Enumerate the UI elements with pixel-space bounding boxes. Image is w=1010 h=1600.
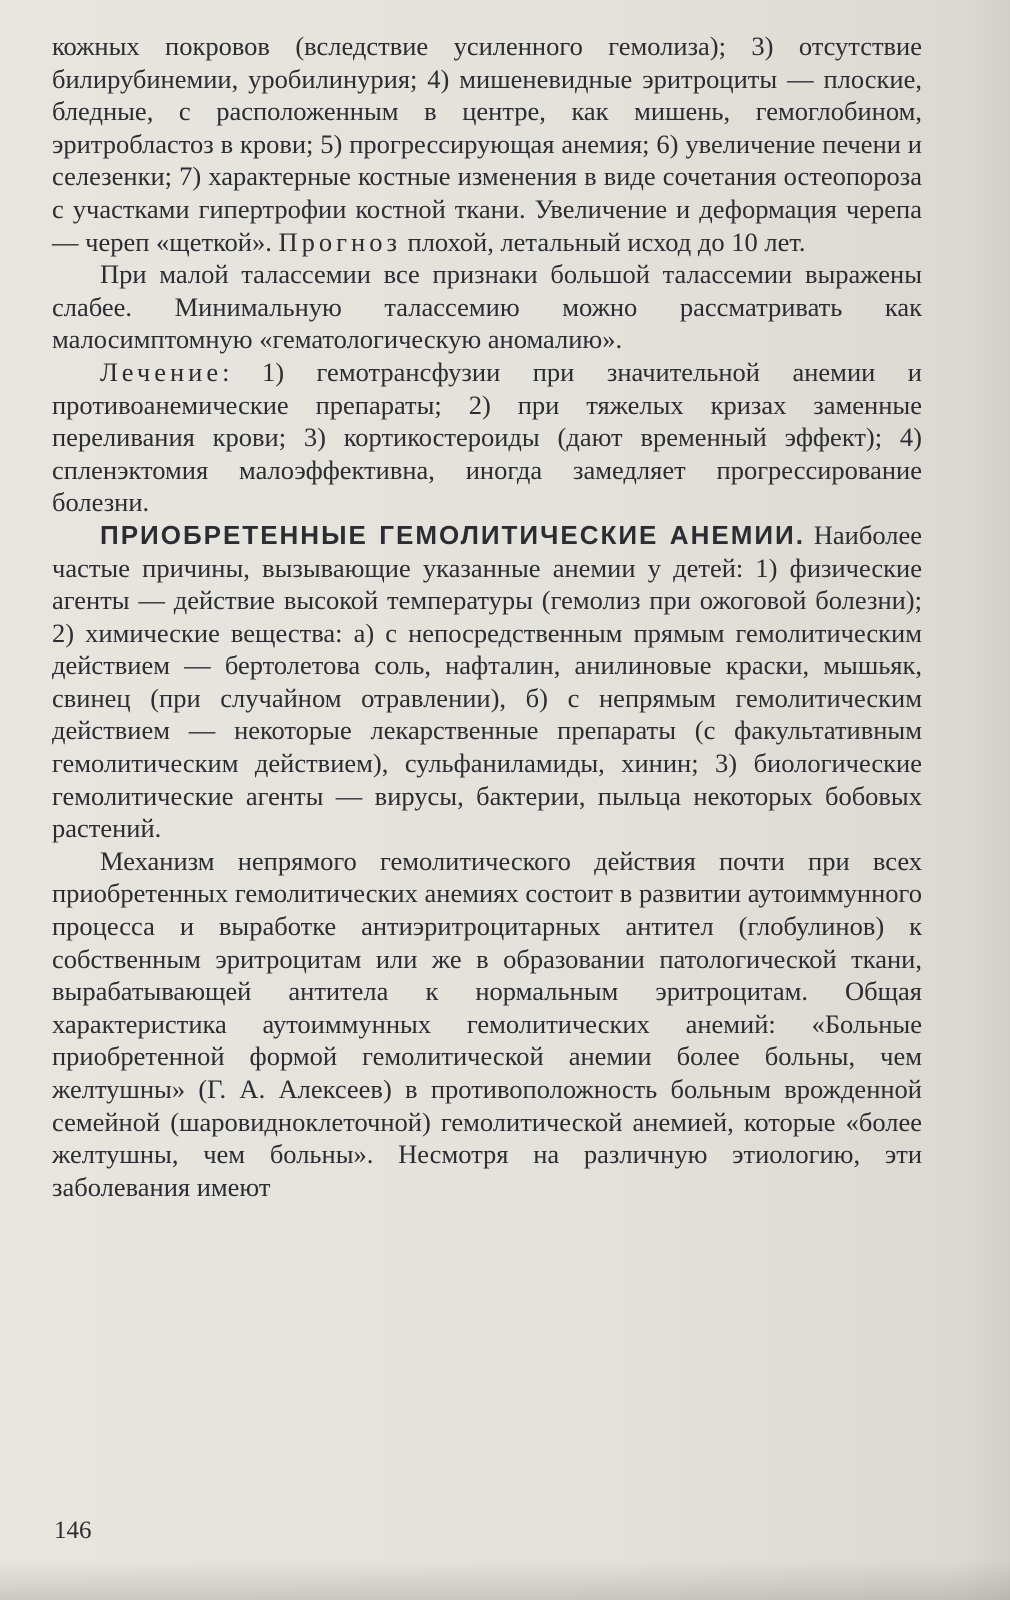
text-run: Наиболее частые причины, вызывающие указанные анемии у детей: 1) физические агенты — действие высокой температуры (гемолиз при ожоговой болезни); 2) химические вещества: а) с непосредственным прямым гемолитическим действием — бертолетова соль, нафталин, анилиновые краски, мышьяк, свинец (при случайном отравлении), б) с непрямым гемолитическим действием — некоторые лекарственные препараты (с факультативным гемолитическим действием), сульфаниламиды, хинин; 3) биологические гемолитические агенты — вирусы, бактерии, пыльца некоторых бобовых растений. xyxy=(52,519,922,844)
text-run: При малой талассемии все признаки большой талассемии выражены слабее. Минимальную талассемию можно рассматривать как малосимптомную «гематологическую аномалию». xyxy=(52,259,922,355)
text-run: Механизм непрямого гемолитического действия почти при всех приобретенных гемолитических анемиях состоит в развитии аутоиммунного процесса и выработке антиэритроцитарных антител (глобулинов) к собственным эритроцитам или же в образовании патологической ткани, вырабатывающей антитела к нормальным эритроцитам. Общая характеристика аутоиммунных гемолитических анемий: «Больные приобретенной формой гемолитической анемии более больны, чем желтушны» (Г. А. Алексеев) в противоположность больным врожденной семейной (шаровидноклеточной) гемолитической анемией, которые «более желтушны, чем больны». Несмотря на различную этиологию, эти заболевания имеют xyxy=(52,845,922,1202)
paragraph-treatment xyxy=(52,356,922,519)
paragraph-continuation xyxy=(52,30,922,258)
text-run: : 1) гемотрансфузии при значительной анемии и противоанемические препараты; 2) при тяжелых кризах заменные переливания крови; 3) кортикостероиды (дают временный эффект); 4) спленэктомия малоэффективна, иногда замедляет прогрессирование болезни. xyxy=(52,356,922,518)
treatment-label: Лечение xyxy=(100,356,223,387)
prognosis-label: Прогноз xyxy=(278,226,401,257)
paragraph-mechanism xyxy=(52,845,922,1204)
section-heading: ПРИОБРЕТЕННЫЕ ГЕМОЛИТИЧЕСКИЕ АНЕМИИ. xyxy=(100,519,805,550)
paragraph-minor-thalassemia xyxy=(52,258,922,356)
page-number: 146 xyxy=(54,1517,92,1544)
paragraph-acquired-anemias xyxy=(52,519,922,845)
body-text xyxy=(52,30,922,1203)
text-run: плохой, летальный исход до 10 лет. xyxy=(400,226,806,257)
text-run: кожных покровов (вследствие усиленного гемолиза); 3) отсутствие билирубинемии, уробилинурия; 4) мишеневидные эритроциты — плоские, бледные, с расположенным в центре, как мишень, гемоглобином, эритробластоз в крови; 5) прогрессирующая анемия; 6) увеличение печени и селезенки; 7) характерные костные изменения в виде сочетания остеопороза с участками гипертрофии костной ткани. Увеличение и деформация черепа — череп «щеткой». xyxy=(52,31,922,257)
